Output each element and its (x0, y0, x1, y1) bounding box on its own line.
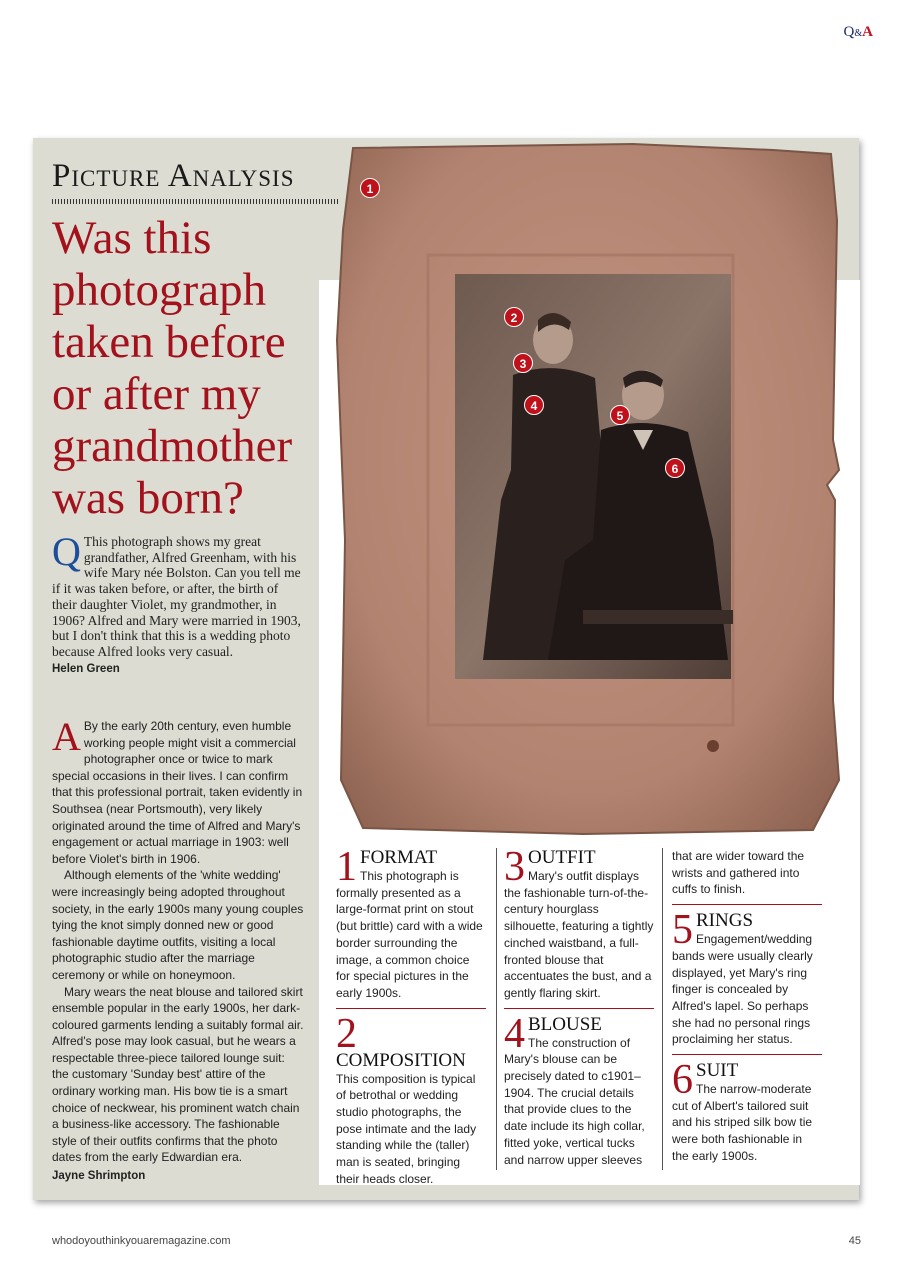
annotation-column-1 (336, 844, 486, 1188)
annotation-number: 6 (672, 1057, 693, 1104)
annotation-title: FORMAT (360, 847, 438, 868)
studio-photograph (333, 140, 843, 835)
section-tag-amp: & (854, 28, 863, 39)
answer-paragraph-3: Mary wears the neat blouse and tailored skirt ensemble popular in the early 1900s, her dark-coloured garments lending a suitably formal air. Alfred's pose may look casual, but he wears a respectable three-piece tailored lounge suit: the customary 'Sunday best' attire of the ordinary working man. His bow tie is a smart choice of neckwear, his prominent watch chain a business-like accessory. The fashionable style of their outfits confirms that the photo dates from the early Edwardian era. (52, 984, 304, 1165)
annotation-item-2 (336, 1010, 486, 1188)
annotation-item-4-continued: that are wider toward the wrists and gathered into cuffs to finish. (672, 849, 805, 897)
photo-marker-3: 3 (513, 353, 533, 373)
annotation-text: This photograph is formally presented as a large-format print on stout (but brittle) card with a wide border surrounding the image, a common choice for special pictures in the early 1900s. (336, 869, 483, 1000)
headline: Was this photograph taken before or after my grandmother was born? (52, 212, 293, 524)
reader-question (52, 529, 306, 677)
kicker-rule (52, 199, 339, 204)
annotation-item-4 (504, 1010, 654, 1169)
annotation-item-6 (672, 1057, 822, 1165)
question-signer: Helen Green (52, 662, 120, 675)
annotation-number: 4 (504, 1010, 525, 1057)
annotation-text: Mary's outfit displays the fashionable turn-of-the-century hourglass silhouette, featuring a tightly cinched waistband, a full-fronted blouse that accentuates the bust, and a gently flaring skirt. (504, 869, 654, 1000)
section-tag-a: A (862, 24, 873, 40)
annotation-text: The narrow-moderate cut of Albert's tailored suit and his striped silk bow tie were both fashionable in the early 1900s. (672, 1082, 813, 1163)
expert-answer (52, 714, 304, 1185)
photo-marker-6: 6 (665, 458, 685, 478)
section-tag-q: Q (843, 24, 855, 40)
question-text: This photograph shows my great grandfather, Alfred Greenham, with his wife Mary née Bolston. Can you tell me if it was taken before, or after, the birth of their daughter Violet, my grandmother, in 1906? Alfred and Mary were married in 1903, but I don't think that this is a wedding photo because Alfred looks very casual. (52, 534, 301, 659)
annotation-item-3 (504, 844, 654, 1002)
photo-marker-1: 1 (360, 178, 380, 198)
photo-marker-5: 5 (610, 405, 630, 425)
photo-marker-4: 4 (524, 395, 544, 415)
section-tag (844, 24, 873, 41)
annotation-column-2 (504, 844, 654, 1168)
annotation-text: This composition is typical of betrothal or wedding studio photographs, the pose intimate and the lady standing while the (taller) man is seated, bringing their heads closer. (336, 1071, 477, 1186)
answer-signer: Jayne Shrimpton (52, 1170, 146, 1183)
answer-dropcap: A (52, 714, 81, 759)
column-divider (496, 848, 497, 1170)
card-damage-spot (707, 740, 719, 752)
annotation-item-5 (672, 907, 822, 1048)
annotation-title: RINGS (696, 910, 754, 932)
annotation-number: 3 (504, 844, 525, 890)
page-number: 45 (848, 1235, 861, 1247)
annotation-title: SUIT (696, 1060, 739, 1082)
answer-paragraph-2: Although elements of the 'white wedding' were increasingly being adopted throughout society, in the early 1900s many young couples tying the knot simply donned new or good fashionable daytime outfits, visiting a local photographic studio after the marriage ceremony or while on honeymoon. (52, 868, 304, 982)
annotation-number: 1 (336, 844, 357, 890)
kicker: Picture Analysis (52, 158, 295, 194)
annotation-separator (336, 1008, 486, 1009)
answer-paragraph-1: By the early 20th century, even humble working people might visit a commercial photographer once or twice to mark special occasions in their lives. I can confirm that this professional portrait, taken evidently in Southsea (near Portsmouth), very likely originated around the time of Alfred and Mary's engagement or actual marriage in 1903: well before Violet's birth in 1906. (52, 719, 303, 866)
annotation-separator (672, 904, 822, 905)
annotation-separator (504, 1008, 654, 1009)
annotation-text: Engagement/wedding bands were usually clearly displayed, yet Mary's ring finger is concealed by Alfred's lapel. So perhaps she had no personal rings proclaiming her status. (672, 932, 813, 1047)
annotation-column-3 (672, 848, 822, 1165)
photo-marker-2: 2 (504, 307, 524, 327)
annotation-separator (672, 1054, 822, 1055)
annotation-item-1 (336, 844, 486, 1002)
annotation-number: 5 (672, 907, 693, 954)
question-dropcap: Q (52, 529, 81, 574)
footer-website: whodoyouthinkyouaremagazine.com (52, 1235, 231, 1247)
annotation-text: The construction of Mary's blouse can be precisely dated to c1901–1904. The crucial details that provide clues to the date include its high collar, fitted yoke, vertical tucks and narrow upper sleeves (504, 1035, 645, 1167)
annotation-title: OUTFIT (528, 847, 596, 868)
studio-bench (583, 610, 733, 624)
annotation-number: 2 (336, 1010, 357, 1057)
annotation-title: COMPOSITION (336, 1049, 466, 1071)
column-divider (662, 848, 663, 1170)
annotation-title: BLOUSE (528, 1013, 602, 1035)
